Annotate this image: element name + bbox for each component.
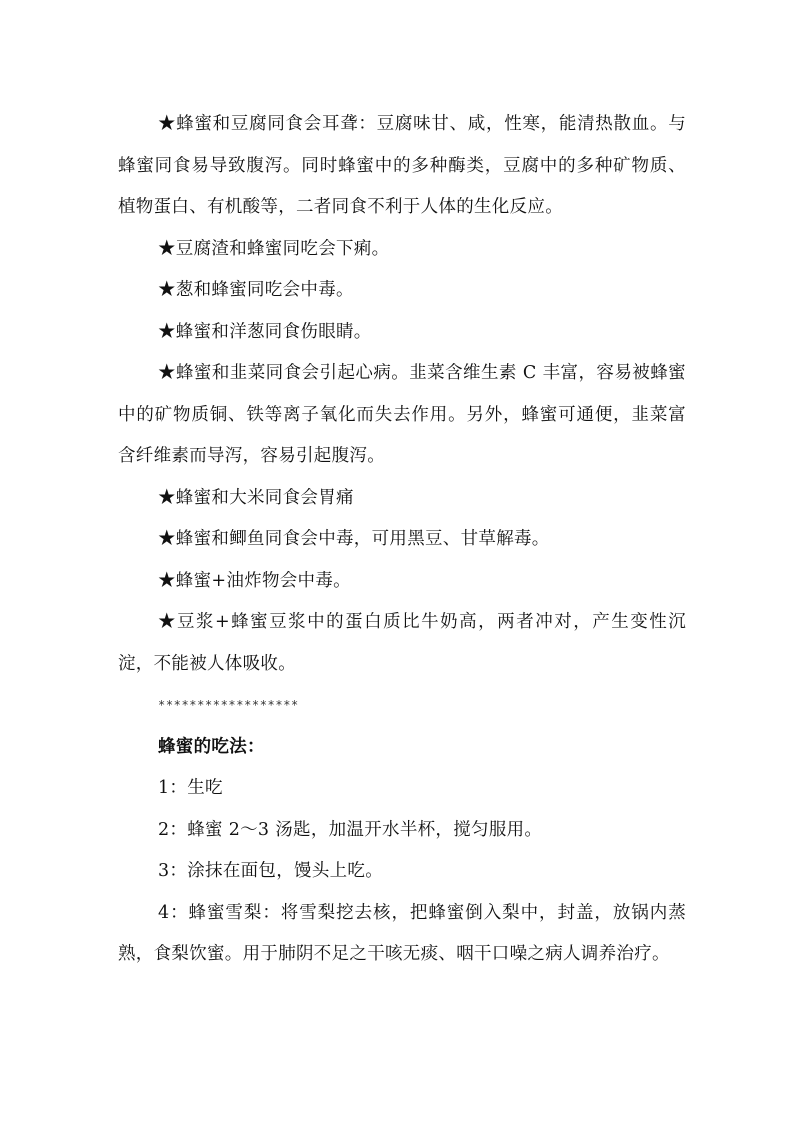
paragraph-soy-milk: ★豆浆+蜂蜜豆浆中的蛋白质比牛奶高，两者冲对，产生变性沉淀，不能被人体吸收。	[118, 612, 686, 674]
section-heading-eating-methods: 蜂蜜的吃法：	[158, 736, 265, 757]
document-body	[118, 104, 686, 976]
paragraph-scallion: ★葱和蜂蜜同吃会中毒。	[158, 280, 354, 300]
method-item-1: 1：生吃	[158, 778, 223, 798]
separator-stars: ******************	[158, 698, 299, 712]
paragraph-tofu-honey: ★蜂蜜和豆腐同食会耳聋：豆腐味甘、咸，性寒，能清热散血。与蜂蜜同食易导致腹泻。同时蜂蜜中的多种酶类，豆腐中的多种矿物质、植物蛋白、有机酸等，二者同食不利于人体的生化反应。	[118, 114, 686, 217]
paragraph-onion: ★蜂蜜和洋葱同食伤眼睛。	[158, 321, 372, 342]
paragraph-chives: ★蜂蜜和韭菜同食会引起心病。韭菜含维生素 C 丰富，容易被蜂蜜中的矿物质铜、铁等离子氧化而失去作用。另外，蜂蜜可通便，韭菜富含纤维素而导泻，容易引起腹泻。	[118, 363, 686, 466]
method-item-4: 4：蜂蜜雪梨：将雪梨挖去核，把蜂蜜倒入梨中，封盖，放锅内蒸熟，食梨饮蜜。用于肺阴不足之干咳无痰、咽干口噪之病人调养治疗。	[118, 902, 686, 964]
paragraph-rice: ★蜂蜜和大米同食会胃痛	[158, 487, 354, 508]
method-item-2: 2：蜂蜜 2～3 汤匙，加温开水半杯，搅匀服用。	[158, 819, 543, 840]
method-item-3: 3：涂抹在面包，馒头上吃。	[158, 861, 384, 881]
paragraph-crucian-carp: ★蜂蜜和鲫鱼同食会中毒，可用黑豆、甘草解毒。	[158, 529, 550, 549]
paragraph-tofu-dregs: ★豆腐渣和蜂蜜同吃会下痢。	[158, 238, 390, 259]
paragraph-fried-food: ★蜂蜜+油炸物会中毒。	[158, 570, 351, 591]
